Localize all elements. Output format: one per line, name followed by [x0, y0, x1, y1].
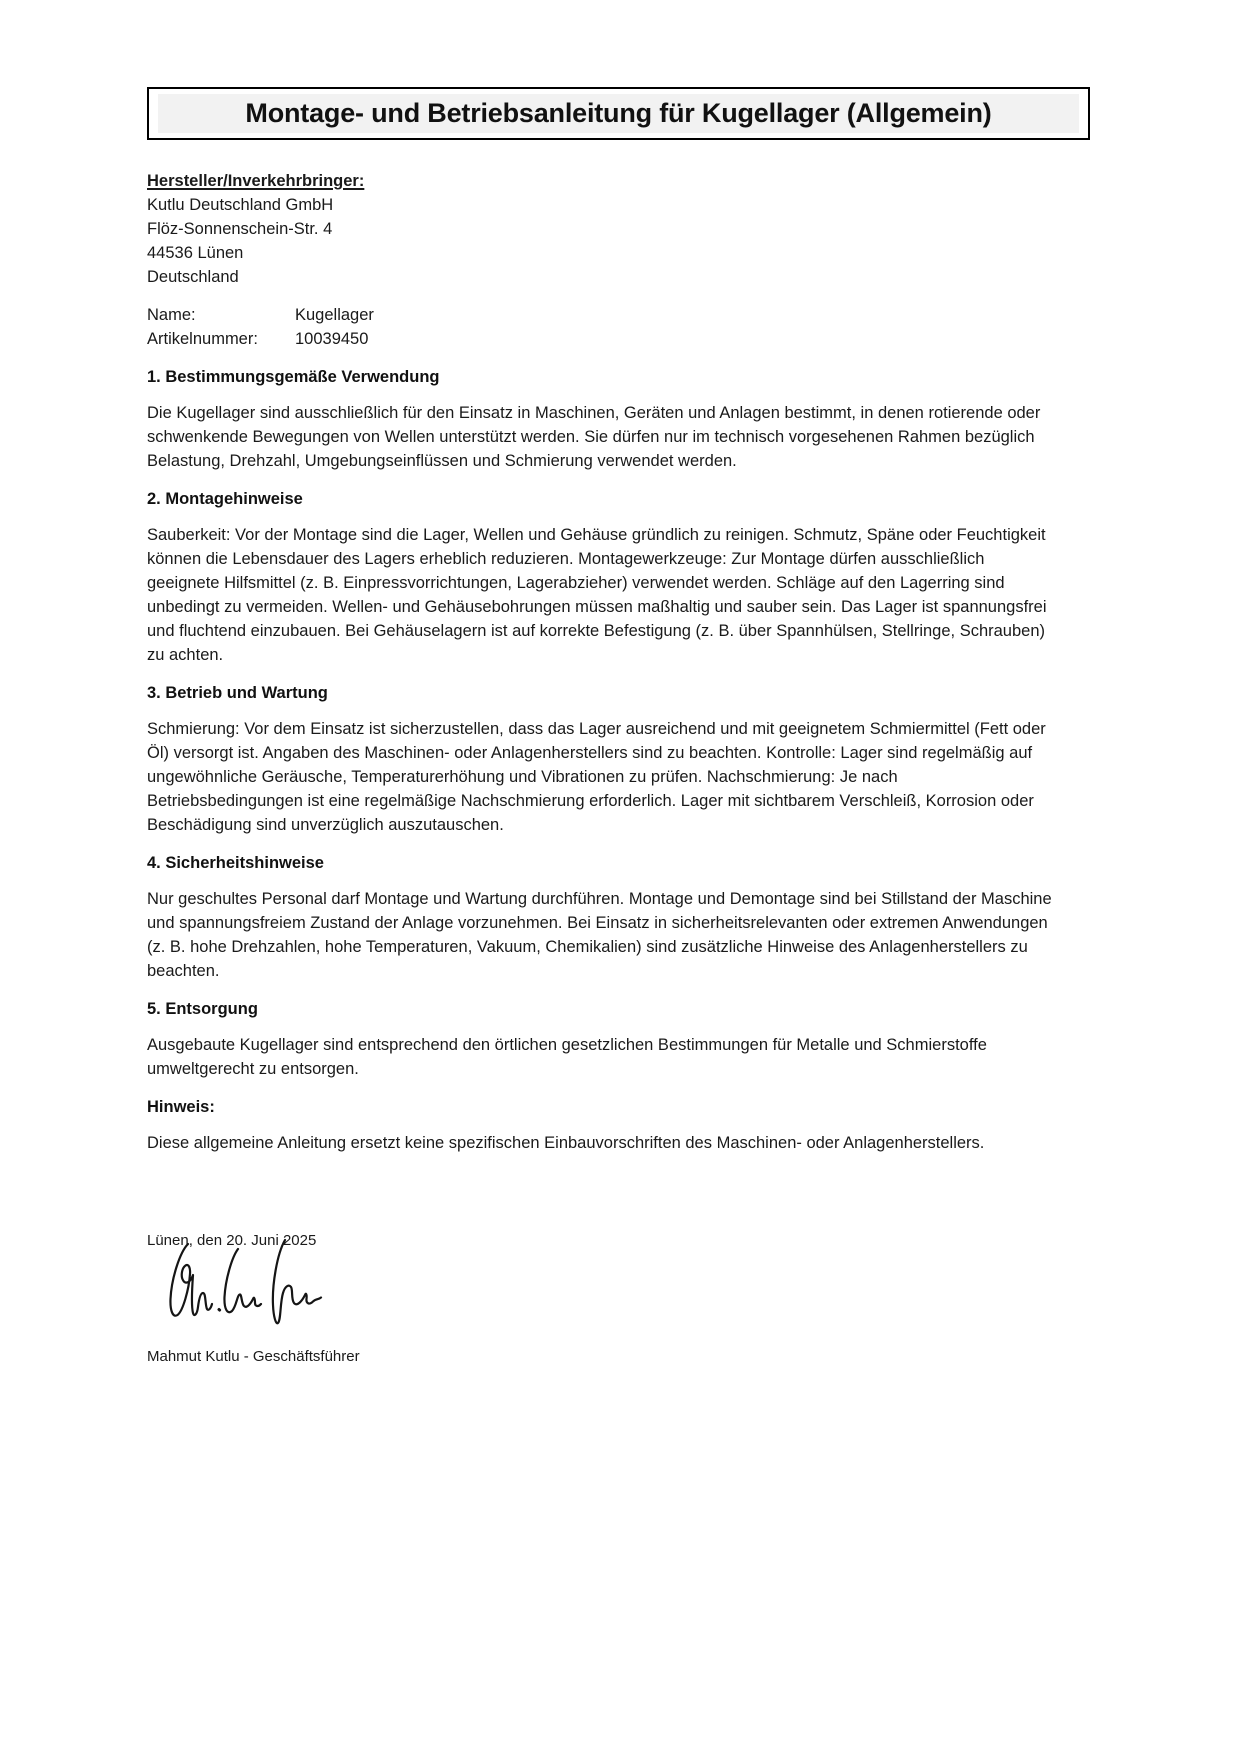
article-number-value: 10039450 [295, 330, 369, 348]
section-5-paragraph: Ausgebaute Kugellager sind entsprechend den örtlichen gesetzlichen Bestimmungen für Metalle und Schmierstoffe umweltgerecht zu entsorgen. [147, 1036, 987, 1078]
product-name-value: Kugellager [295, 306, 374, 324]
title-box [147, 87, 1090, 140]
article-number-label: Artikelnummer: [147, 330, 258, 348]
manufacturer-street-line: Flöz-Sonnenschein-Str. 4 [147, 220, 333, 238]
section-2-heading: 2. Montagehinweise [147, 490, 303, 508]
manufacturer-city-line: 44536 Lünen [147, 244, 244, 262]
manufacturer-company-line: Kutlu Deutschland GmbH [147, 196, 334, 214]
section-intended-use [147, 365, 1057, 473]
section-operation-maintenance [147, 681, 1057, 837]
product-info [147, 303, 1090, 351]
section-2-paragraph: Sauberkeit: Vor der Montage sind die Lager, Wellen und Gehäuse gründlich zu reinigen. Schmutz, Späne oder Feuchtigkeit können die Lebensdauer des Lagers erheblich reduzieren. Montagewerkzeuge: Zur Montage dürfen ausschließlich geeignete Hilfsmittel (z. B. Einpressvorrichtungen, Lagerabzieher) verwendet werden. Schläge auf den Lagerring sind unbedingt zu vermeiden. Wellen- und Gehäusebohrungen müssen maßhaltig und sauber sein. Das Lager ist spannungsfrei und fluchtend einzubauen. Bei Gehäuselagern ist auf korrekte Befestigung (z. B. über Spannhülsen, Stellringe, Schrauben) zu achten. [147, 526, 1047, 664]
section-3-heading: 3. Betrieb und Wartung [147, 684, 328, 702]
manufacturer-country-line: Deutschland [147, 268, 239, 286]
note-heading: Hinweis: [147, 1098, 215, 1116]
signature-block [147, 1231, 1090, 1367]
section-5-heading: 5. Entsorgung [147, 1000, 258, 1018]
section-4-heading: 4. Sicherheitshinweise [147, 854, 324, 872]
section-1-heading: 1. Bestimmungsgemäße Verwendung [147, 368, 440, 386]
section-4-paragraph: Nur geschultes Personal darf Montage und Wartung durchführen. Montage und Demontage sind bei Stillstand der Maschine und spannungsfreiem Zustand der Anlage vorzunehmen. Bei Einsatz in sicherheitsrelevanten oder extremen Anwendungen (z. B. hohe Drehzahlen, hohe Temperaturen, Vakuum, Chemikalien) sind zusätzliche Hinweise des Anlagenherstellers zu beachten. [147, 890, 1052, 980]
section-mounting [147, 487, 1057, 667]
section-note [147, 1095, 1057, 1155]
section-disposal [147, 997, 1057, 1081]
manufacturer-heading: Hersteller/Inverkehrbringer: [147, 172, 365, 190]
section-3-paragraph: Schmierung: Vor dem Einsatz ist sicherzustellen, dass das Lager ausreichend und mit geeignetem Schmiermittel (Fett oder Öl) versorgt ist. Angaben des Maschinen- oder Anlagenherstellers sind zu beachten. Kontrolle: Lager sind regelmäßig auf ungewöhnliche Geräusche, Temperaturerhöhung und Vibrationen zu prüfen. Nachschmierung: Je nach Betriebsbedingungen ist eine regelmäßige Nachschmierung erforderlich. Lager mit sichtbarem Verschleiß, Korrosion oder Beschädigung sind unverzüglich auszutauschen. [147, 720, 1046, 834]
manufacturer-block [147, 169, 1090, 289]
place-date: Lünen, den 20. Juni 2025 [147, 1232, 317, 1249]
title-strip [158, 94, 1079, 133]
section-1-paragraph: Die Kugellager sind ausschließlich für den Einsatz in Maschinen, Geräten und Anlagen bestimmt, in denen rotierende oder schwenkende Bewegungen von Wellen unterstützt werden. Sie dürfen nur im technisch vorgesehenen Rahmen bezüglich Belastung, Drehzahl, Umgebungseinflüssen und Schmierung verwendet werden. [147, 404, 1041, 470]
product-name-label: Name: [147, 306, 196, 324]
sections [147, 365, 1057, 1155]
page-title: Montage- und Betriebsanleitung für Kugellager (Allgemein) [245, 98, 992, 128]
signature-image [163, 1237, 323, 1337]
product-name-row [147, 303, 1090, 327]
article-number-row [147, 327, 1090, 351]
section-safety [147, 851, 1057, 983]
note-paragraph: Diese allgemeine Anleitung ersetzt keine spezifischen Einbauvorschriften des Maschinen- oder Anlagenherstellers. [147, 1134, 985, 1152]
signer-name: Mahmut Kutlu - Geschäftsführer [147, 1348, 360, 1365]
